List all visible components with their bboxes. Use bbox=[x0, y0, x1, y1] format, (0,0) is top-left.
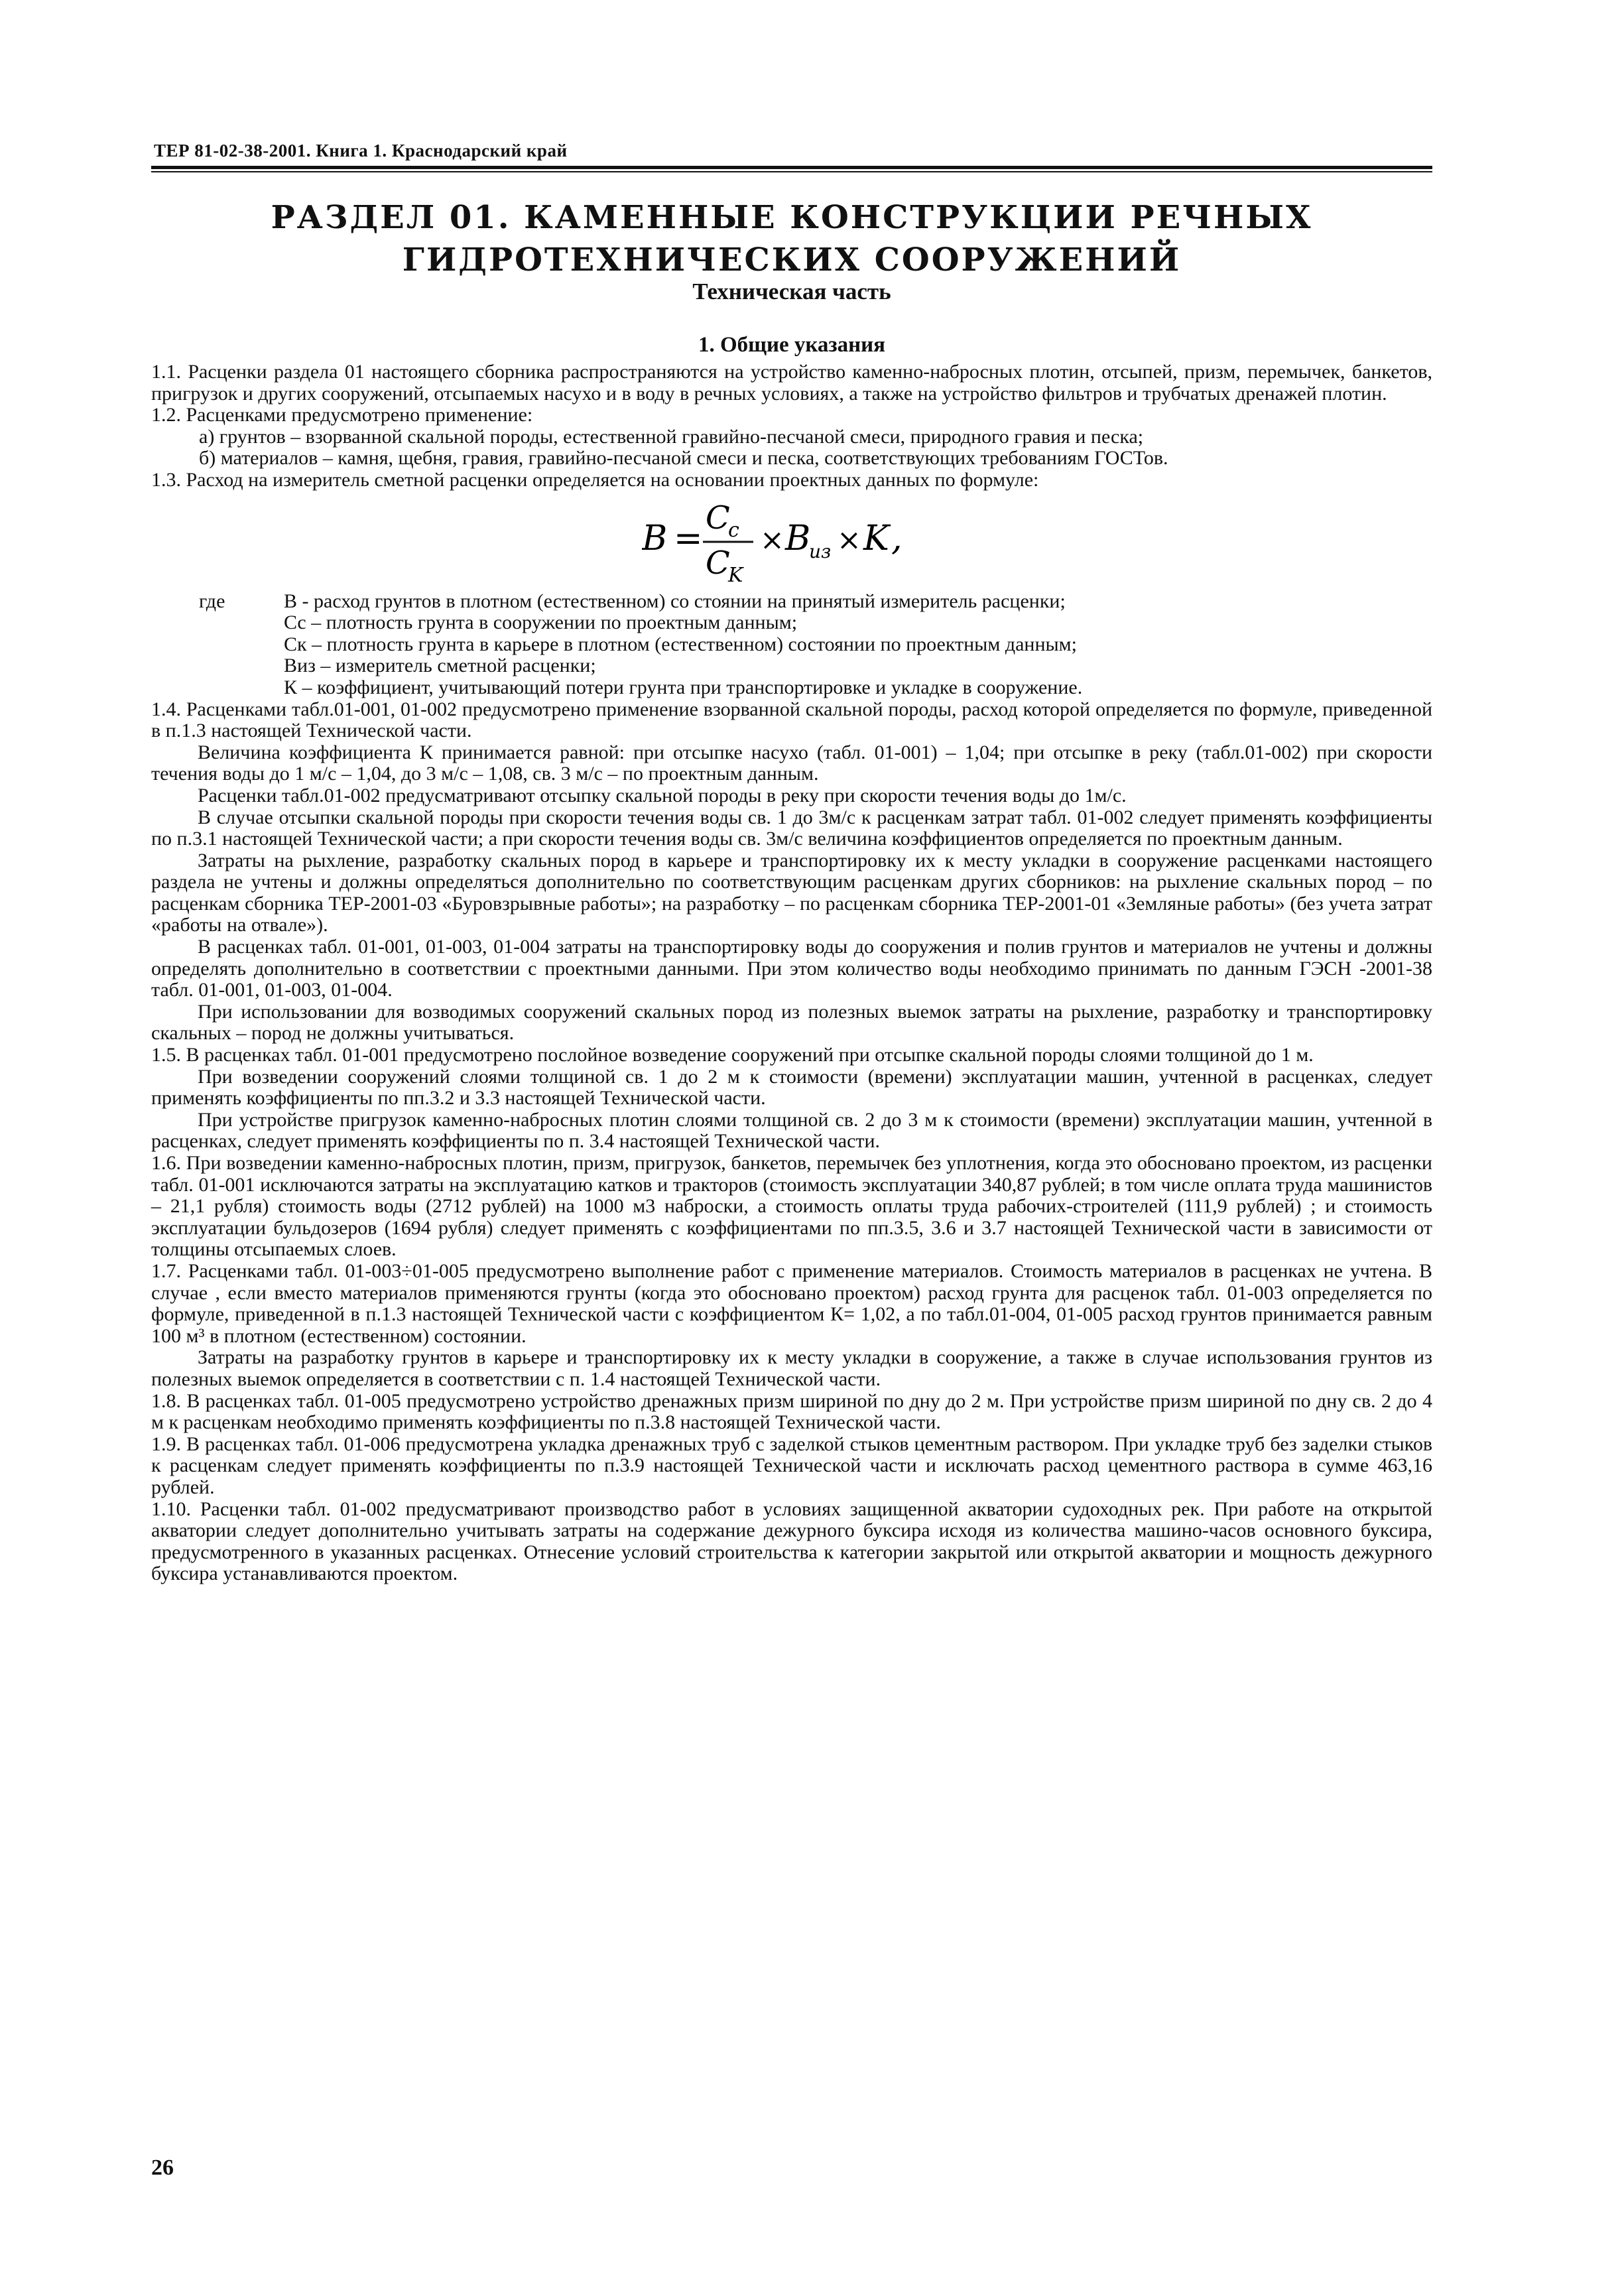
page-number: 26 bbox=[151, 2155, 174, 2180]
paragraph-1-4-c: В случае отсыпки скальной породы при скорости течения воды св. 1 до 3м/с к расценкам затрат табл. 01-002 следует применять коэффициенты по п.3.1 настоящей Технической части; а при скорости течения воды св. 3м/с величина коэффициентов определяется по проектным данным. bbox=[151, 806, 1432, 850]
paragraph-1-5-b: При устройстве пригрузок каменно-набросных плотин слоями толщиной св. 2 до 3 м к стоимости (времени) эксплуатации машин, учтенной в расценках, следует применять коэффициенты по п. 3.4 настоящей Технической части. bbox=[151, 1108, 1432, 1153]
legend-b: В - расход грунтов в плотном (естественном) со стоянии на принятый измеритель расценки; bbox=[284, 590, 1066, 612]
paragraph-1-2-b: б) материалов – камня, щебня, гравия, гравийно-песчаной смеси и песка, соответствующих требованиям ГОСТов. bbox=[199, 447, 1168, 470]
legend-k: К – коэффициент, учитывающий потери грунта при транспортировке и укладке в сооружение. bbox=[284, 676, 1083, 698]
body-text bbox=[151, 361, 1432, 1585]
formula-legend-first bbox=[151, 591, 1432, 613]
legend-ck: Ск – плотность грунта в карьере в плотном (естественном) состоянии по проектным данным; bbox=[284, 633, 1077, 655]
formula-comma: , bbox=[891, 518, 903, 558]
formula-equals: = bbox=[674, 518, 703, 558]
legend-cc: Сс – плотность грунта в сооружении по проектным данным; bbox=[284, 611, 798, 634]
header-rule-thin bbox=[151, 171, 1432, 172]
paragraph-1-7-a: Затраты на разработку грунтов в карьере и транспортировку их к месту укладки в сооружение, а также в случае использования грунтов из полезных выемок определяется в соответствии с п. 1.4 настоящей Технической части. bbox=[151, 1346, 1432, 1390]
paragraph-1-5: 1.5. В расценках табл. 01-001 предусмотрено послойное возведение сооружений при отсыпке скальной породы слоями толщиной до 1 м. bbox=[151, 1044, 1314, 1066]
general-provisions-heading: 1. Общие указания bbox=[698, 333, 886, 357]
running-head: ТЕР 81-02-38-2001. Книга 1. Краснодарский край bbox=[154, 141, 568, 160]
formula-numerator: C bbox=[706, 499, 730, 537]
section-title-line2: ГИДРОТЕХНИЧЕСКИХ СООРУЖЕНИЙ bbox=[402, 241, 1182, 279]
paragraph-1-4-f: При использовании для возводимых сооружений скальных пород из полезных выемок затраты на рыхление, разработку и транспортировку скальных – пород не должны учитываться. bbox=[151, 1000, 1432, 1045]
paragraph-1-6: 1.6. При возведении каменно-набросных плотин, призм, пригрузок, банкетов, перемычек без уплотнения, когда это обосновано проектом, из расценки табл. 01-001 исключаются затраты на эксплуатацию катков и тракторов (стоимость эксплуатации 340,87 рублей; в том числе оплата труда машинистов – 21,1 рубля) стоимость воды (2712 рублей) на 1000 м3 наброски, а стоимость оплаты труда рабочих-строителей (111,9 рублей) ; и стоимость эксплуатации бульдозеров (1694 рубля) следует применять с коэффициентами по пп.3.5, 3.6 и 3.7 настоящей Технической части в зависимости от толщины отсыпаемых слоев. bbox=[151, 1152, 1432, 1261]
section-subtitle: Техническая часть bbox=[692, 279, 891, 304]
formula-times-1: × bbox=[760, 523, 784, 557]
paragraph-1-4-a: Величина коэффициента К принимается равной: при отсыпке насухо (табл. 01-001) – 1,04; при отсыпке в реку (табл.01-002) при скорости течения воды до 1 м/с – 1,04, до 3 м/с – 1,08, св. 3 м/с – по проектным данным. bbox=[151, 741, 1432, 785]
formula-denominator-sub: K bbox=[728, 563, 743, 587]
formula-lhs: B bbox=[642, 518, 668, 558]
formula-measure-sub: из bbox=[809, 540, 832, 562]
paragraph-1-2-a: а) грунтов – взорванной скальной породы, естественной гравийно-песчаной смеси, природного гравия и песка; bbox=[199, 425, 1144, 448]
paragraph-1-7: 1.7. Расценками табл. 01-003÷01-005 предусмотрено выполнение работ с применение материалов. Стоимость материалов в расценках не учтена. В случае , если вместо материалов применяются грунты (когда это обосновано проектом) расход грунта для расценок табл. 01-003 определяется по формуле, приведенной в п.1.3 настоящей Технической части с коэффициентом К= 1,02, а по табл.01-004, 01-005 расход грунтов принимается равным 100 м³ в плотном (естественном) состоянии. bbox=[151, 1259, 1432, 1347]
header-rule bbox=[151, 166, 1432, 169]
formula-numerator-sub: c bbox=[728, 518, 739, 542]
paragraph-1-9: 1.9. В расценках табл. 01-006 предусмотрена укладка дренажных труб с заделкой стыков цементным раствором. При укладке труб без заделки стыков к расценкам следует применять коэффициенты по п.3.9 настоящей Технической части и исключать расход цементного раствора в сумме 463,16 рублей. bbox=[151, 1433, 1432, 1498]
section-title bbox=[151, 196, 1432, 281]
paragraph-1-1: 1.1. Расценки раздела 01 настоящего сборника распространяются на устройство каменно-набросных плотин, отсыпей, призм, перемычек, банкетов, пригрузок и других сооружений, отсыпаемых насухо и в воду в речных условиях, а также на устройство фильтров и трубчатых дренажей плотин. bbox=[151, 361, 1432, 405]
paragraph-1-2: 1.2. Расценками предусмотрено применение: bbox=[151, 404, 533, 426]
paragraph-1-4-d: Затраты на рыхление, разработку скальных пород в карьере и транспортировку их к месту укладки в сооружение расценками настоящего раздела не учтены и должны определяться дополнительно по соответствующим расценкам других сборников: на рыхление скальных пород – по расценкам сборника ТЕР-2001-03 «Буровзрывные работы»; на разработку – по расценкам сборника ТЕР-2001-01 «Земляные работы» (без учета затрат «работы на отвале»). bbox=[151, 849, 1432, 936]
paragraph-1-3: 1.3. Расход на измеритель сметной расценки определяется на основании проектных данных по формуле: bbox=[151, 468, 1039, 491]
paragraph-1-5-a: При возведении сооружений слоями толщиной св. 1 до 2 м к стоимости (времени) эксплуатации машин, учтенной в расценках, следует применять коэффициенты по пп.3.2 и 3.3 настоящей Технической части. bbox=[151, 1065, 1432, 1110]
paragraph-1-4-e: В расценках табл. 01-001, 01-003, 01-004 затраты на транспортировку воды до сооружения и полив грунтов и материалов не учтены и должны определять дополнительно в соответствии с проектными данными. При этом количество воды необходимо принимать по данным ГЭСН -2001-38 табл. 01-001, 01-003, 01-004. bbox=[151, 936, 1432, 1001]
paragraph-1-4-b: Расценки табл.01-002 предусматривают отсыпку скальной породы в реку при скорости течения воды до 1м/с. bbox=[198, 784, 1127, 806]
formula-times-2: × bbox=[837, 523, 861, 557]
section-title-line1: РАЗДЕЛ 01. КАМЕННЫЕ КОНСТРУКЦИИ РЕЧНЫХ bbox=[271, 199, 1313, 236]
paragraph-1-8: 1.8. В расценках табл. 01-005 предусмотрено устройство дренажных призм шириной по дну до 2 м. При устройстве призм шириной по дну св. 2 до 4 м к расценкам необходимо применять коэффициенты по п.3.8 настоящей Технической части. bbox=[151, 1389, 1432, 1434]
formula-denominator: C bbox=[706, 544, 730, 582]
paragraph-1-10: 1.10. Расценки табл. 01-002 предусматривают производство работ в условиях защищенной акватории судоходных рек. При работе на открытой акватории следует дополнительно учитывать затраты на содержание дежурного буксира исходя из количества машино-часов основного буксира, предусмотренного в указанных расценках. Отнесение условий строительства к категории закрытой или открытой акватории и мощность дежурного буксира устанавливаются проектом. bbox=[151, 1498, 1432, 1585]
formula-measure: B bbox=[785, 518, 811, 558]
formula-graphic bbox=[642, 491, 1040, 591]
paragraph-1-4: 1.4. Расценками табл.01-001, 01-002 предусмотрено применение взорванной скальной породы, расход которой определяется по формуле, приведенной в п.1.3 настоящей Технической части. bbox=[151, 698, 1432, 742]
where-label: где bbox=[199, 590, 225, 612]
legend-biz: Виз – измеритель сметной расценки; bbox=[284, 655, 596, 677]
consumption-formula bbox=[151, 491, 1432, 591]
formula-coefficient: K bbox=[863, 518, 889, 558]
